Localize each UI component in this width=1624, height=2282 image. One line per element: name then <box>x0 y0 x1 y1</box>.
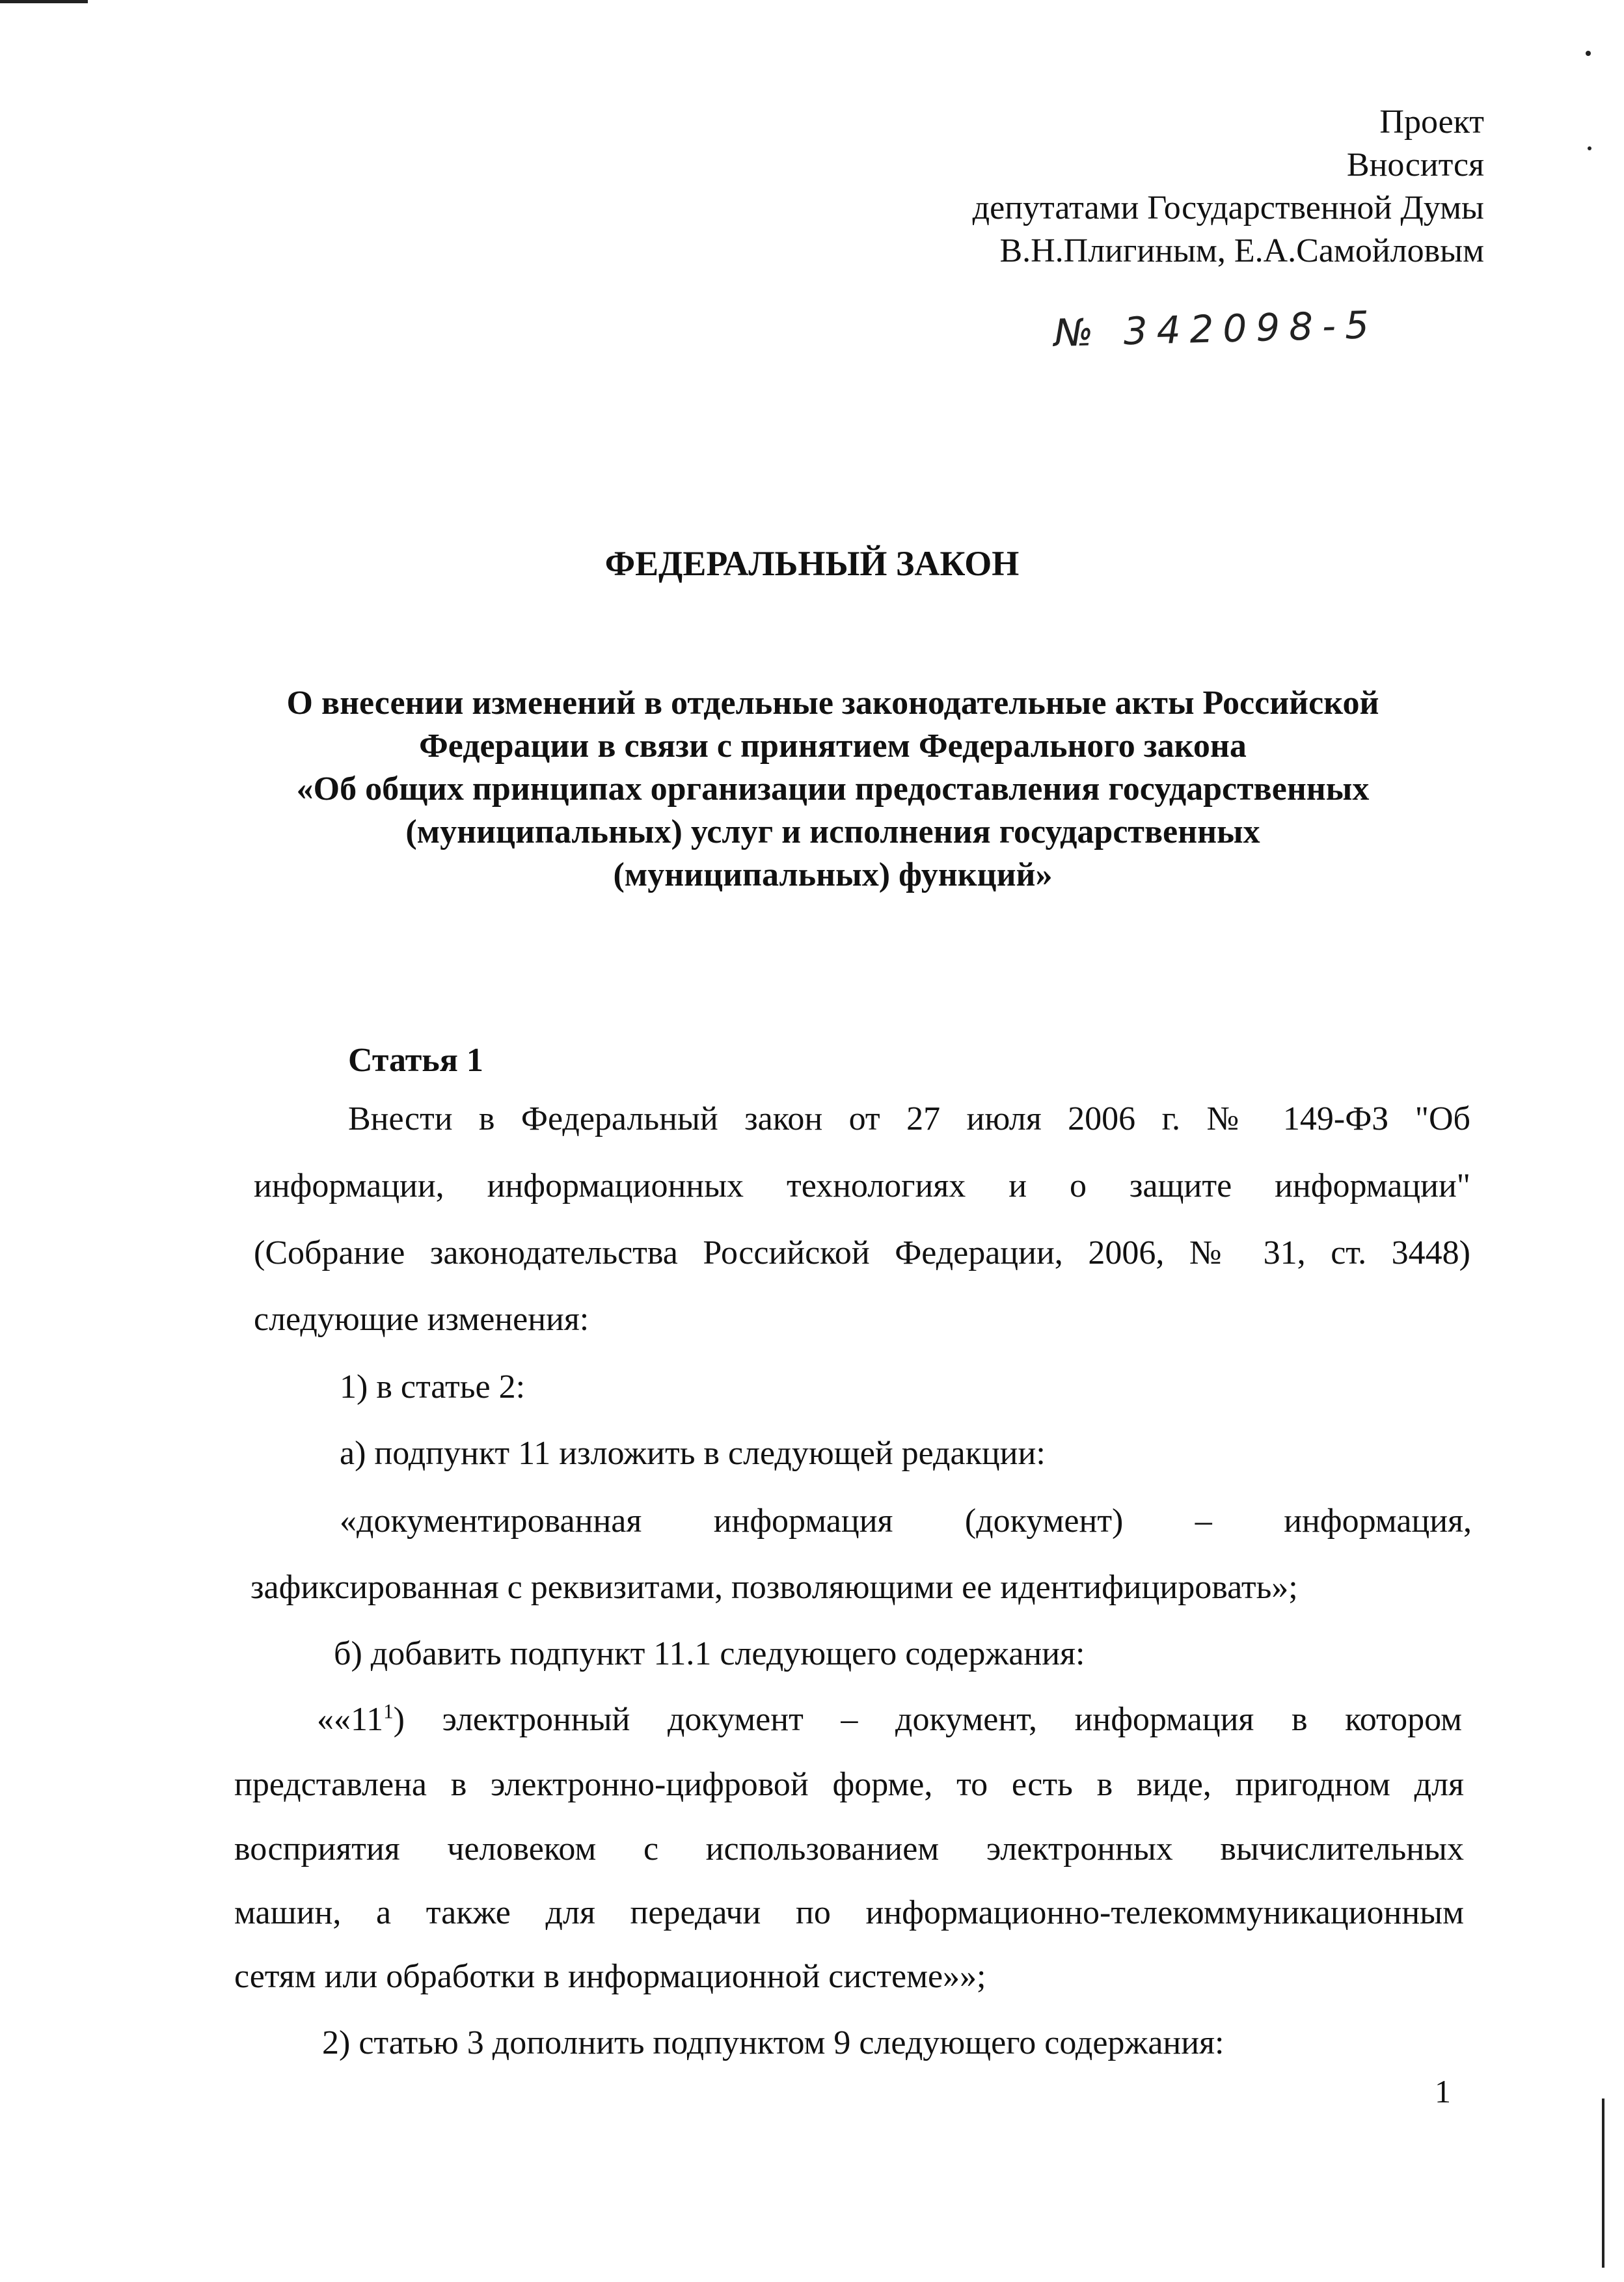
list-item: а) подпункт 11 изложить в следующей редакции: <box>340 1435 1046 1472</box>
quote-line: машин, а также для передачи по информационно-телекоммуникационным <box>234 1894 1464 1931</box>
quote-line: сетям или обработки в информационной системе»»; <box>234 1958 986 1995</box>
quote-line <box>317 1700 1462 1739</box>
subject-line: (муниципальных) услуг и исполнения государственных <box>405 813 1260 850</box>
paragraph-line: (Собрание законодательства Российской Федерации, 2006, № 31, ст. 3448) <box>254 1234 1470 1271</box>
superscript: 1 <box>383 1700 394 1723</box>
paragraph-line: Внести в Федеральный закон от 27 июля 2006 г. № 149-ФЗ "Об <box>348 1100 1470 1137</box>
scan-artifact-dot <box>1586 51 1591 56</box>
quote-line: «документированная информация (документ) – информация, <box>340 1502 1472 1540</box>
quote-line: представлена в электронно-цифровой форме, то есть в виде, пригодном для <box>234 1766 1464 1803</box>
page-number: 1 <box>1435 2073 1451 2110</box>
submitted-label: Вносится <box>1346 146 1484 183</box>
draft-label: Проект <box>1379 103 1484 141</box>
subject-line: Федерации в связи с принятием Федерального закона <box>419 727 1247 765</box>
subject-line: О внесении изменений в отдельные законодательные акты Российской <box>286 685 1379 722</box>
subject-line: «Об общих принципах организации предоставления государственных <box>296 770 1370 808</box>
paragraph-line: следующие изменения: <box>254 1301 589 1338</box>
law-title: ФЕДЕРАЛЬНЫЙ ЗАКОН <box>604 544 1020 583</box>
article-title: Статья 1 <box>348 1042 483 1079</box>
law-subject <box>195 682 1470 897</box>
list-item: 1) в статье 2: <box>340 1368 526 1406</box>
quote-line: восприятия человеком с использованием электронных вычислительных <box>234 1830 1464 1868</box>
subject-line: (муниципальных) функций» <box>613 856 1053 893</box>
submitter-block <box>973 101 1484 273</box>
handwritten-registration-number: № 342098-5 <box>1053 302 1379 355</box>
scan-artifact-dot <box>1588 146 1591 150</box>
submitter-names: В.Н.Плигиным, Е.А.Самойловым <box>999 232 1484 269</box>
quote-text: ) электронный документ – документ, информация в котором <box>393 1701 1462 1738</box>
scan-artifact-right-line <box>1602 2099 1604 2268</box>
quote-line: зафиксированная с реквизитами, позволяющими ее идентифицировать»; <box>250 1569 1298 1606</box>
quote-prefix: ««11 <box>317 1701 384 1738</box>
list-item: 2) статью 3 дополнить подпунктом 9 следующего содержания: <box>322 2024 1225 2061</box>
list-item: б) добавить подпункт 11.1 следующего содержания: <box>334 1635 1085 1672</box>
submitter-body: депутатами Государственной Думы <box>972 189 1484 226</box>
paragraph-line: информации, информационных технологиях и о защите информации" <box>254 1167 1470 1204</box>
scan-artifact-top-line <box>0 0 88 3</box>
